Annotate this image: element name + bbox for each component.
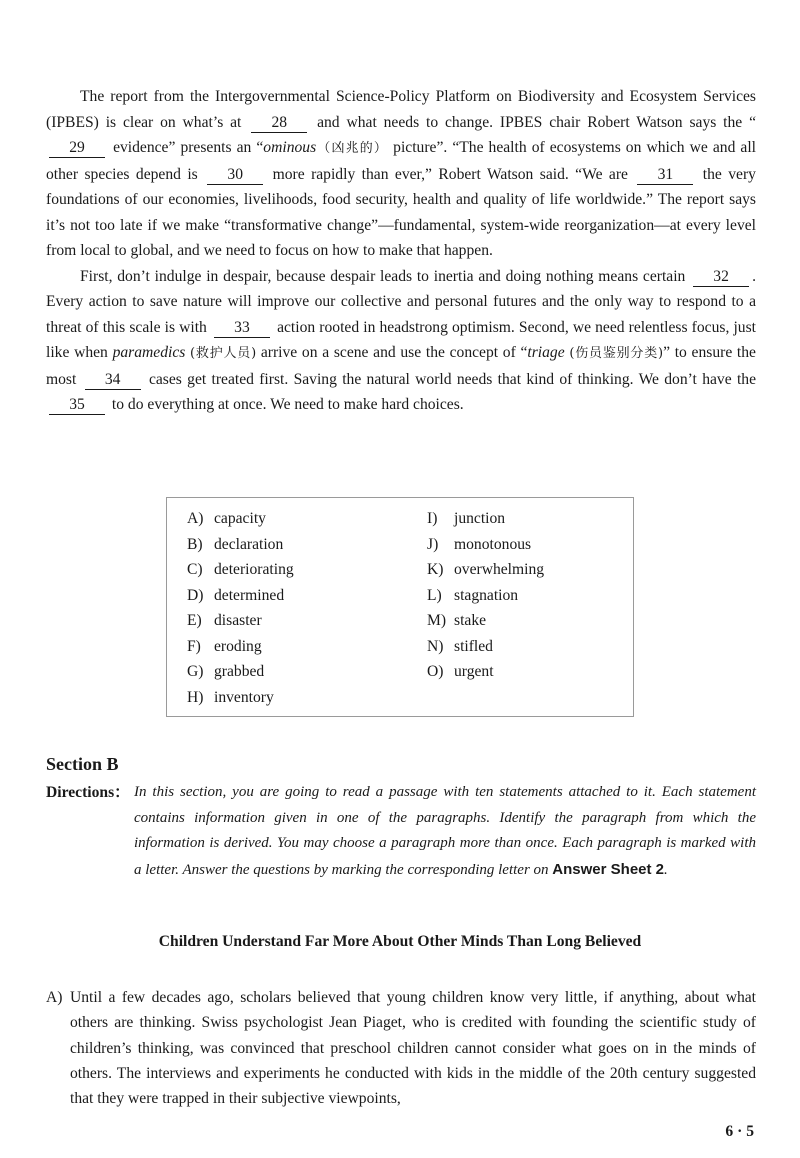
option-a: A) capacity [187, 510, 266, 527]
paragraph-a-text: Until a few decades ago, scholars believed that young children know very little, if anything, about what others are thinking. Swiss psychologist Jean Piaget, who is credited with founding the scientific study of children’s thinking, was convinced that preschool children cannot consider what goes on in the minds of others. The interviews and experiments he conducted with kids in the middle of the 20th century suggested that they were trapped in their subjective viewpoints, [70, 989, 756, 1108]
blank-34: 34 [85, 371, 141, 390]
page-number: 6 · 5 [725, 1123, 754, 1140]
section-b-title: Section B [46, 754, 119, 774]
word-bank-box [166, 497, 634, 717]
option-c: C) deteriorating [187, 561, 294, 578]
paragraph-a [46, 985, 756, 1111]
blank-33: 33 [214, 319, 270, 338]
option-l: L) stagnation [427, 586, 519, 604]
directions-text: In this section, you are going to read a passage with ten statements attached to it. Each statement contains information given in one of the paragraphs. Identify the paragraph from which the information is derived. You may choose a paragraph more than once. Each paragraph is marked with a letter. Answer the questions by marking the corresponding letter on Answer Sheet 2. [134, 784, 756, 878]
option-b: B) declaration [187, 535, 284, 553]
option-k: K) overwhelming [427, 561, 545, 578]
option-f: F) eroding [187, 637, 262, 655]
paragraph-2: First, don’t indulge in despair, because despair leads to inertia and doing nothing means certain 32 . Every action to save nature will improve our collective and personal futures and the only way to respond to a threat of this scale is with 33 action rooted in headstrong optimism. Second, we need relentless focus, just like when paramedics (救护人员) arrive on a scene and use the concept of “triage (伤员鉴别分类)” to ensure the most 34 cases get treated first. Saving the natural world needs that kind of thinking. We don’t have the 35 to do everything at once. We need to make hard choices. [46, 267, 756, 413]
gloss-ominous: （凶兆的） [316, 141, 389, 156]
word-bank-right-column [427, 506, 544, 685]
passage-title: Children Understand Far More About Other Minds Than Long Believed [158, 933, 642, 950]
blank-30: 30 [207, 166, 263, 185]
paragraph-1: The report from the Intergovernmental Science-Policy Platform on Biodiversity and Ecosystem Services (IPBES) is clear on what’s at 28 and what needs to change. IPBES chair Robert Watson says the “29 evidence” presents an “ominous（凶兆的） picture”. “The health of ecosystems on which we and all other species depend is 30 more rapidly than ever,” Robert Watson said. “We are 31 the very foundations of our economies, livelihoods, food security, health and quality of life worldwide.” The report says it’s not too late if we make “transformative change”—fundamental, system-wide reorganization—at every level from local to global, and we need to focus on how to make that happen. [46, 88, 757, 259]
directions [46, 780, 756, 883]
option-g: G) grabbed [187, 663, 265, 680]
gloss-word-ominous: ominous [263, 139, 317, 156]
option-o: O) urgent [427, 663, 494, 680]
paragraph-a-label: A) [46, 989, 63, 1006]
gloss-triage: (伤员鉴别分类) [569, 346, 664, 361]
blank-35: 35 [49, 396, 105, 415]
option-h: H) inventory [187, 688, 274, 706]
blank-28: 28 [251, 114, 307, 133]
word-bank-left-column [187, 506, 294, 710]
option-n: N) stifled [427, 637, 493, 655]
section-a-passage [46, 84, 756, 418]
option-j: J) monotonous [427, 535, 532, 553]
blank-29: 29 [49, 139, 105, 158]
blank-31: 31 [637, 166, 693, 185]
answer-sheet-label: Answer Sheet 2 [552, 860, 665, 878]
option-d: D) determined [187, 586, 285, 604]
directions-label: Directions： [46, 784, 130, 801]
gloss-paramedics: (救护人员) [190, 346, 257, 361]
option-e: E) disaster [187, 612, 262, 629]
option-i: I) junction [427, 510, 506, 527]
gloss-word-triage: triage [527, 344, 565, 361]
gloss-word-paramedics: paramedics [112, 344, 186, 361]
blank-32: 32 [693, 268, 749, 287]
option-m: M) stake [427, 612, 487, 629]
